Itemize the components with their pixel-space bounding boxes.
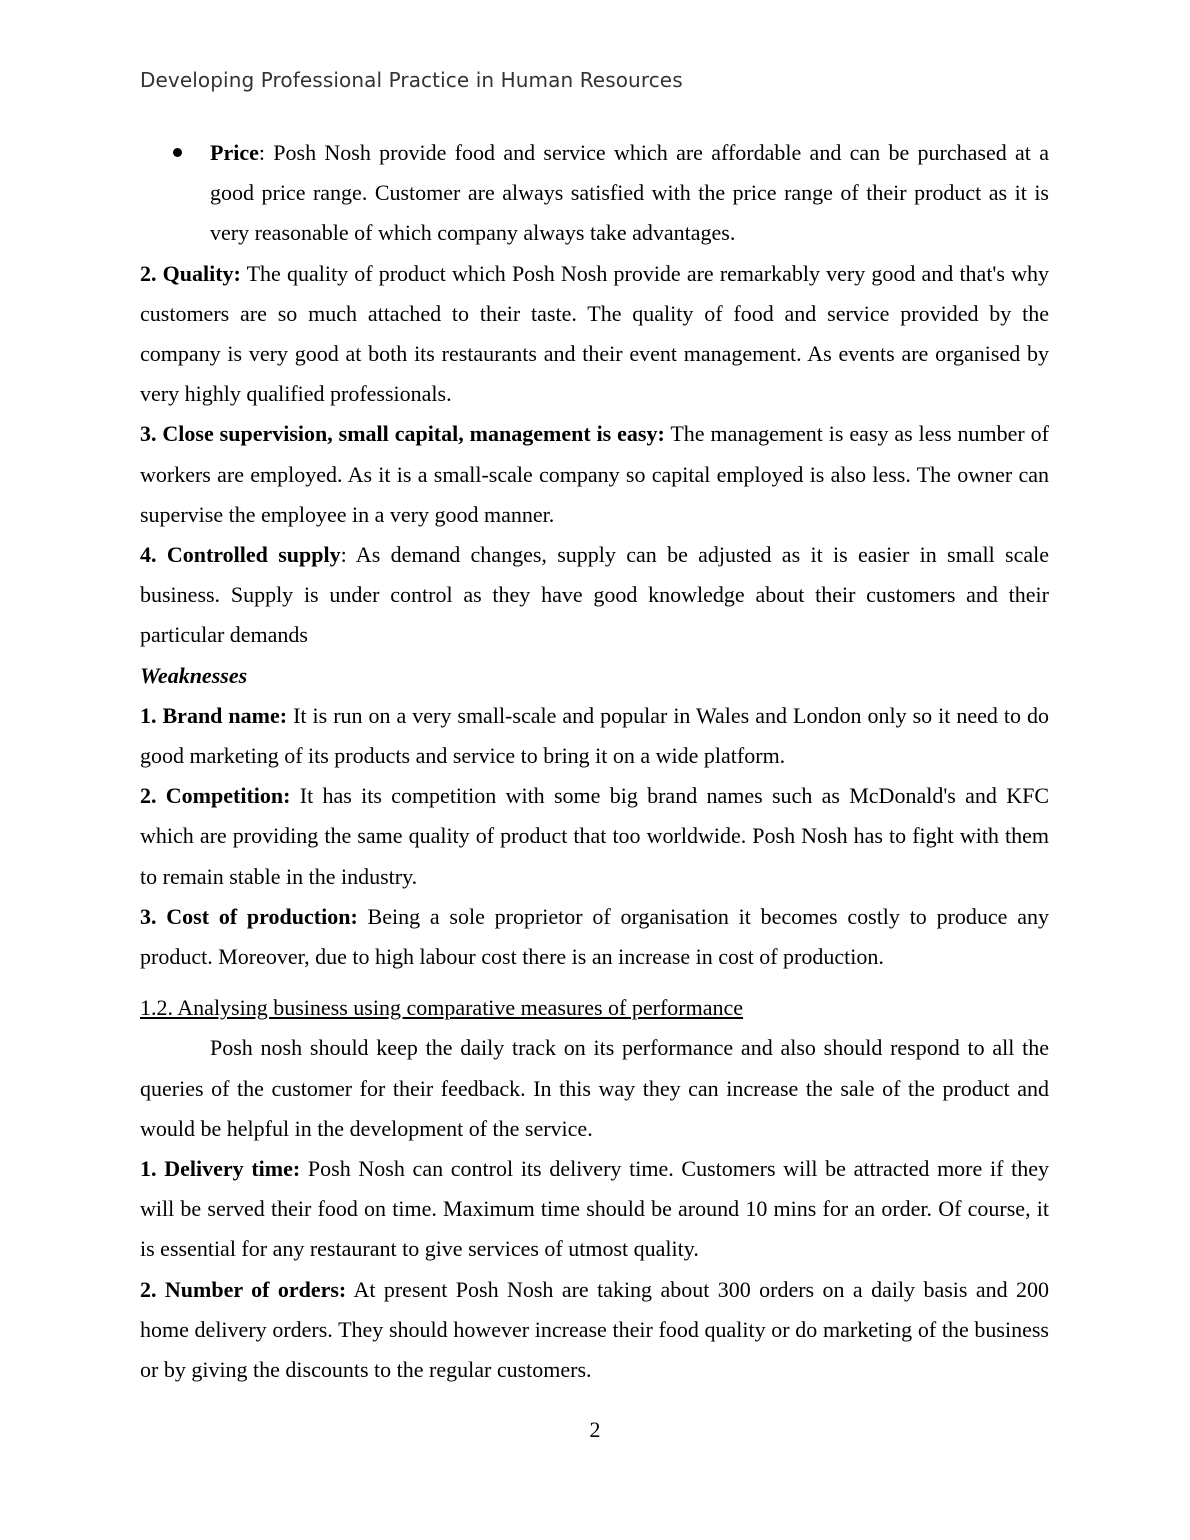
bullet-icon	[173, 148, 182, 157]
bullet-item-price	[140, 133, 1049, 254]
item-label: 2. Number of orders:	[140, 1276, 347, 1302]
section-heading-text: 1.2. Analysing business using comparative measures of performance	[140, 995, 744, 1021]
weakness-item-brand-name	[140, 696, 1049, 776]
page-number: 2	[589, 1417, 601, 1442]
item-label: 2. Competition:	[140, 783, 291, 809]
item-text: It has its competition with some big brand names such as McDonald's and KFC which are providing the same quality of product that too worldwide. Posh Nosh has to fight with them to remain stable in the industry.	[140, 783, 1049, 889]
weakness-item-cost-of-production	[140, 897, 1049, 977]
strength-item-close-supervision	[140, 414, 1049, 535]
item-text: Being a sole proprietor of organisation it becomes costly to produce any product. Moreover, due to high labour cost there is an increase in cost of production.	[140, 903, 1049, 970]
document-body	[140, 133, 1049, 1390]
item-text: The quality of product which Posh Nosh provide are remarkably very good and that's why customers are so much attached to their taste. The quality of food and service provided by the company is very good at both its restaurants and their event management. As events are organised by very highly qualified professionals.	[140, 260, 1049, 407]
strength-item-quality	[140, 254, 1049, 415]
item-label: 3. Close supervision, small capital, management is easy:	[140, 421, 665, 447]
weaknesses-heading: Weaknesses	[140, 662, 248, 688]
measure-item-number-of-orders	[140, 1270, 1049, 1391]
measure-item-delivery-time	[140, 1149, 1049, 1270]
item-text: Posh Nosh can control its delivery time. Customers will be attracted more if they will be served their food on time. Maximum time should be around 10 mins for an order. Of course, it is essential for any restaurant to give services of utmost quality.	[140, 1156, 1049, 1262]
page-header: Developing Professional Practice in Human Resources	[140, 68, 683, 92]
weakness-item-competition	[140, 776, 1049, 897]
item-text: At present Posh Nosh are taking about 300 orders on a daily basis and 200 home delivery orders. They should however increase their food quality or do marketing of the business or by giving the discounts to the regular customers.	[140, 1276, 1050, 1383]
item-label: 1. Brand name:	[140, 702, 288, 728]
item-label: 4. Controlled supply	[140, 542, 341, 568]
item-label: 3. Cost of production:	[140, 903, 358, 929]
item-text: : As demand changes, supply can be adjusted as it is easier in small scale business. Supply is under control as they have good knowledge about their customers and their particular demands	[140, 542, 1050, 648]
section-intro: Posh nosh should keep the daily track on its performance and also should respond to all the queries of the customer for their feedback. In this way they can increase the sale of the product and would be helpful in the development of the service.	[140, 1035, 1049, 1141]
section-heading-1-2	[140, 988, 1049, 1028]
price-text: : Posh Nosh provide food and service which are affordable and can be purchased at a good price range. Customer are always satisfied with the price range of their product as it is very reasonable of which company always take advantages.	[210, 140, 1049, 246]
item-label: 2. Quality:	[140, 260, 241, 286]
item-text: It is run on a very small-scale and popular in Wales and London only so it need to do good marketing of its products and service to bring it on a wide platform.	[140, 702, 1050, 769]
item-label: 1. Delivery time:	[140, 1156, 301, 1182]
price-label: Price	[210, 140, 259, 165]
strength-item-controlled-supply	[140, 535, 1049, 656]
item-text: The management is easy as less number of workers are employed. As it is a small-scale company so capital employed is also less. The owner can supervise the employee in a very good manner.	[140, 421, 1049, 527]
